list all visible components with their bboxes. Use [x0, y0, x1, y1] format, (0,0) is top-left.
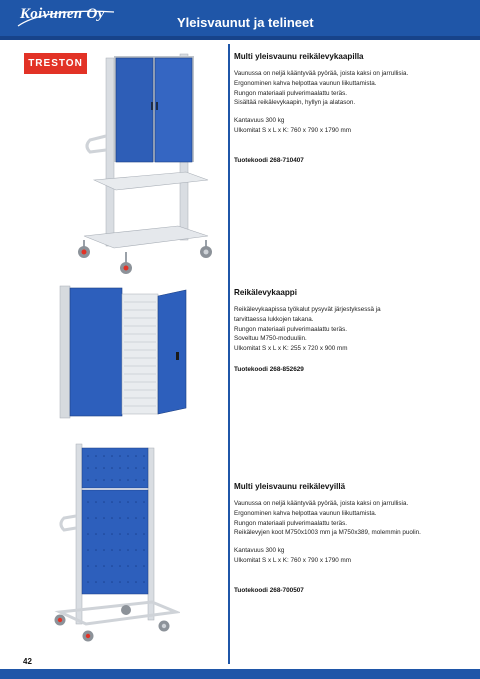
description-line: tarvittaessa lukkojen takana. [234, 315, 314, 323]
pegboard-cabinet-image [58, 282, 192, 422]
treston-brand-badge: TRESTON [24, 53, 87, 74]
spec-line: Ulkomitat S x L x K: 760 x 790 x 1790 mm [234, 126, 352, 134]
product-title: Multi yleisvaunu reikälevyillä [234, 482, 346, 491]
product-code: Tuotekoodi 268-710407 [234, 156, 304, 164]
product-specs [234, 116, 466, 136]
product-title: Multi yleisvaunu reikälevykaapilla [234, 52, 364, 61]
product-specs [234, 546, 466, 566]
product-description [234, 305, 466, 354]
spec-line: Ulkomitat S x L x K: 760 x 790 x 1790 mm [234, 556, 352, 564]
description-line: Rungon materiaali pulverimaalattu teräs. [234, 325, 348, 333]
trolley-with-pegboards-image [52, 440, 180, 648]
description-line: Soveltuu M750-moduuliin. [234, 335, 307, 343]
product-description [234, 499, 466, 538]
product-code: Tuotekoodi 268-852629 [234, 365, 304, 373]
product-section-2 [234, 288, 466, 375]
description-line: Rungon materiaali pulverimaalattu teräs. [234, 519, 348, 527]
page-footer-bar [0, 669, 480, 679]
description-line: Ergonominen kahva helpottaa vaunun liikuttamista. [234, 79, 377, 87]
description-line: Vaunussa on neljä kääntyvää pyörää, joista kaksi on jarrullisia. [234, 70, 409, 77]
description-line: Rungon materiaali pulverimaalattu teräs. [234, 89, 348, 97]
product-section-3 [234, 482, 466, 596]
description-line: Reikälevyjen koot M750x1003 mm ja M750x389, molemmin puolin. [234, 529, 421, 537]
company-logo-text: Koivunen Oy [20, 6, 105, 22]
spec-line: Kantavuus 300 kg [234, 547, 285, 555]
column-divider [228, 44, 230, 664]
description-line: Ergonominen kahva helpottaa vaunun liikuttamista. [234, 509, 377, 517]
description-line: Reikälevykaapissa työkalut pysyvät järjestyksessä ja [234, 306, 381, 313]
page-number: 42 [23, 657, 32, 666]
description-line: Ulkomitat S x L x K: 255 x 720 x 900 mm [234, 345, 348, 353]
spec-line: Kantavuus 300 kg [234, 117, 285, 125]
product-section-1 [234, 52, 466, 166]
product-code: Tuotekoodi 268-700507 [234, 586, 304, 594]
product-description [234, 69, 466, 108]
description-line: Vaunussa on neljä kääntyvää pyörää, joista kaksi on jarrullisia. [234, 500, 409, 507]
page-title: Yleisvaunut ja telineet [177, 15, 314, 30]
description-line: Sisältää reikälevykaapin, hyllyn ja alatason. [234, 99, 356, 107]
trolley-with-cabinet-image [68, 50, 216, 278]
header-stripe [0, 36, 480, 40]
product-title: Reikälevykaappi [234, 288, 297, 297]
